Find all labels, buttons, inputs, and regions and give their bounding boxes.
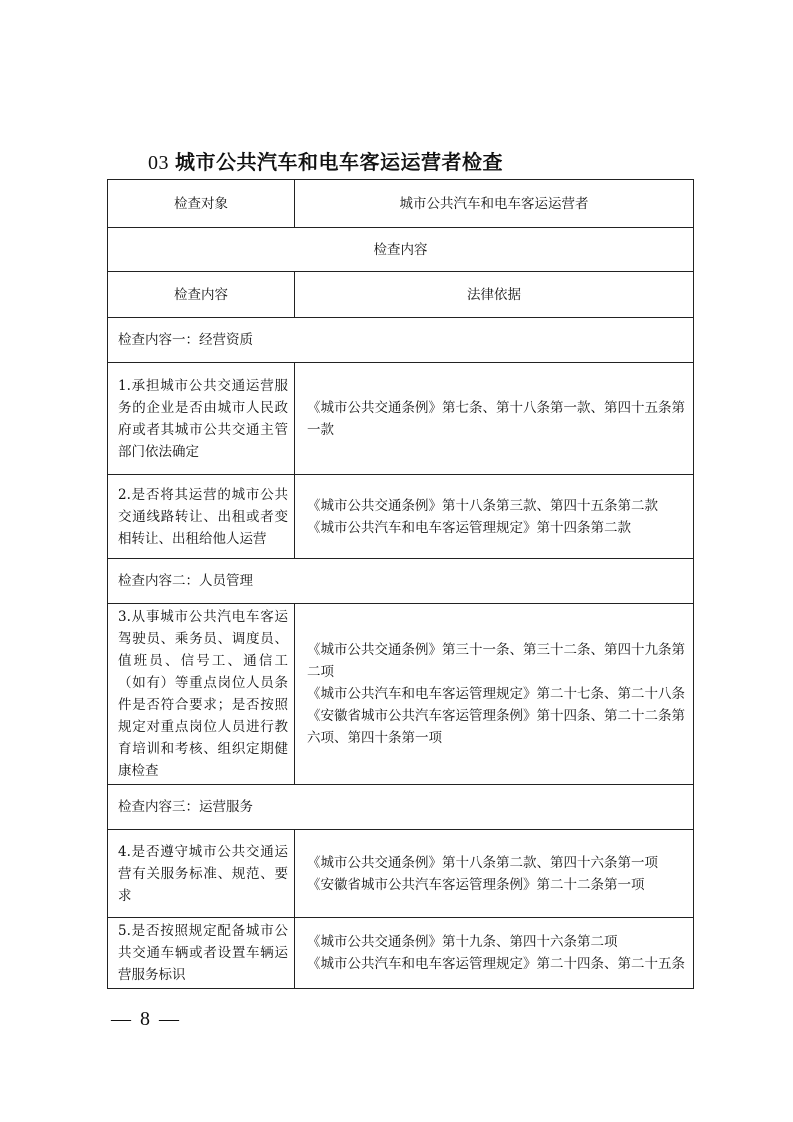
table-row (108, 604, 694, 785)
section-row (108, 318, 694, 363)
section-title: 检查内容二：人员管理 (108, 559, 694, 604)
title-text: 城市公共汽车和电车客运运营者检查 (175, 150, 503, 174)
content-header-row (108, 228, 694, 272)
table-row (108, 830, 694, 918)
section-title: 检查内容一：经营资质 (108, 318, 694, 363)
basis-line: 《城市公共交通条例》第十八条第三款、第四十五条第二款 (307, 497, 658, 514)
item-basis (295, 918, 694, 989)
column-header-content: 检查内容 (108, 272, 295, 318)
item-content: 4.是否遵守城市公共交通运营有关服务标准、规范、要求 (108, 830, 295, 918)
section-row (108, 785, 694, 830)
item-content: 3.从事城市公共汽电车客运驾驶员、乘务员、调度员、值班员、信号工、通信工（如有）等重点岗位人员条件是否符合要求；是否按照规定对重点岗位人员进行教育培训和考核、组织定期健康检查 (108, 604, 295, 785)
section-row (108, 559, 694, 604)
basis-line: 《城市公共汽车和电车客运管理规定》第二十四条、第二十五条 (307, 956, 685, 972)
basis-line: 《城市公共交通条例》第十九条、第四十六条第二项 (307, 934, 618, 950)
content-header: 检查内容 (108, 228, 694, 272)
item-basis (295, 363, 694, 475)
document-title (148, 146, 503, 175)
basis-line: 《城市公共汽车和电车客运管理规定》第二十七条、第二十八条 (307, 686, 685, 702)
basis-line: 《城市公共交通条例》第三十一条、第三十二条、第四十九条第二项 (307, 642, 685, 680)
basis-line: 《安徽省城市公共汽车客运管理条例》第十四条、第二十二条第六项、第四十条第一项 (307, 708, 685, 746)
item-basis (295, 604, 694, 785)
object-label: 检查对象 (108, 180, 295, 228)
item-basis (295, 475, 694, 559)
title-number: 03 (148, 152, 169, 174)
item-content: 1.承担城市公共交通运营服务的企业是否由城市人民政府或者其城市公共交通主管部门依法确定 (108, 363, 295, 475)
basis-line: 《安徽省城市公共汽车客运管理条例》第二十二条第一项 (307, 876, 645, 893)
item-basis (295, 830, 694, 918)
table-row (108, 918, 694, 989)
inspection-table (107, 179, 694, 989)
basis-line: 《城市公共交通条例》第十八条第二款、第四十六条第一项 (307, 854, 658, 871)
table-row (108, 475, 694, 559)
basis-line: 《城市公共交通条例》第七条、第十八条第一款、第四十五条第一款 (307, 399, 685, 438)
item-content: 5.是否按照规定配备城市公共交通车辆或者设置车辆运营服务标识 (108, 918, 295, 989)
page-number: — 8 — (111, 1008, 181, 1030)
section-title: 检查内容三：运营服务 (108, 785, 694, 830)
table-row (108, 363, 694, 475)
item-content: 2.是否将其运营的城市公共交通线路转让、出租或者变相转让、出租给他人运营 (108, 475, 295, 559)
object-value: 城市公共汽车和电车客运运营者 (295, 180, 694, 228)
column-header-row (108, 272, 694, 318)
object-row (108, 180, 694, 228)
basis-line: 《城市公共汽车和电车客运管理规定》第十四条第二款 (307, 519, 631, 536)
column-header-basis: 法律依据 (295, 272, 694, 318)
